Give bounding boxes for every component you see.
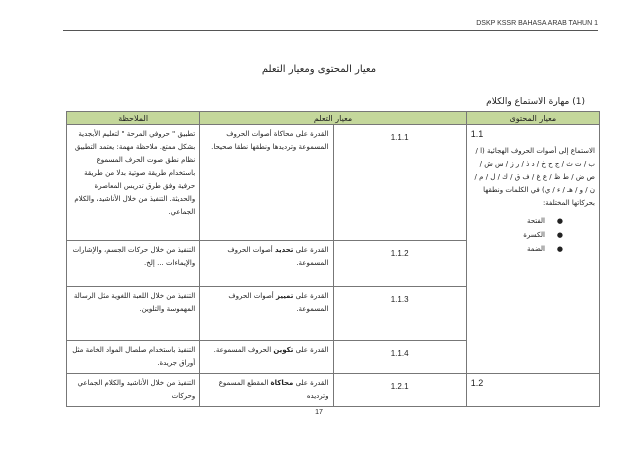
notes-cell: التنفيذ باستخدام صلصال المواد الخامة مثل أوراق جريدة. [67,341,200,374]
page-number: 17 [315,409,323,416]
header-divider [63,30,598,31]
keyword-bold: محاكاة [270,379,294,387]
list-item: ● الكسرة [471,228,595,242]
header-content-standard: معيار المحتوى [466,112,599,125]
keyword-bold: تمييز [275,292,294,300]
keyword-bold: تكوين [273,346,294,354]
section-heading: (1) مهارة الاستماع والكلام [486,97,585,107]
table-header-row [67,112,600,125]
content-standard-text: الاستماع إلى أصوات الحروف الهجائية (ا / ب / ت ث / ج ح خ / د ذ / ر ز / س ش / ص ض / ط ظ / ع غ / ف ق / ك / ل / م / ن / و / هـ / ء / ي) في الكلمات ونطقها بحركاتها المختلفة: [474,147,595,207]
content-standard-1-2 [466,374,599,407]
notes-cell: تطبيق " حروفي المرحة " لتعليم الأبجدية بشكل ممتع. ملاحظة مهمة: يعتمد التطبيق نظام نطق صوت الحرف المسموع باستخدام طريقة صوتية بدلا من طريقة حرفية وفق طرق تدريس المعاصرة والحديثة. التنفيذ من خلال الأناشيد، والكلام الجماعي. [67,125,200,241]
notes-cell: التنفيذ من خلال الأناشيد والكلام الجماعي وحركات [67,374,200,407]
learning-standard-code: 1.1.3 [333,287,466,341]
table-row [67,125,600,241]
harakat-list [471,214,595,256]
table-row [67,374,600,407]
standards-table [66,111,600,407]
learning-standard-text: القدرة على تحديد أصوات الحروف المسموعة. [200,241,333,287]
notes-cell: التنفيذ من خلال اللعبة اللغوية مثل الرسالة المهموسة والتلوين. [67,287,200,341]
keyword-bold: تحديد [274,246,294,254]
list-item: ● الضمة [471,242,595,256]
content-standard-code: 1.2 [470,378,484,388]
learning-standard-text: القدرة على تمييز أصوات الحروف المسموعة. [200,287,333,341]
learning-standard-code: 1.2.1 [333,374,466,407]
learning-standard-text: القدرة على تكوين الحروف المسموعة. [200,341,333,374]
page-title: معيار المحتوى ومعيار التعلم [261,64,377,75]
list-item: ● الفتحة [471,214,595,228]
header-notes: الملاحظة [67,112,200,125]
notes-cell: التنفيذ من خلال حركات الجسم، والإشارات والإيماءات ... إلخ. [67,241,200,287]
learning-standard-text: القدرة على محاكاة المقطع المسموع وترديده [200,374,333,407]
learning-standard-code: 1.1.1 [333,125,466,241]
learning-standard-code: 1.1.4 [333,341,466,374]
header-learning-standard: معيار التعلم [200,112,467,125]
content-standard-1-1 [466,125,599,374]
content-standard-code: 1.1 [470,129,484,139]
learning-standard-text: القدرة على محاكاة أصوات الحروف المسموعة وترديدها ونطقها نطقا صحيحا. [200,125,333,241]
document-header: DSKP KSSR BAHASA ARAB TAHUN 1 [476,20,598,27]
learning-standard-code: 1.1.2 [333,241,466,287]
